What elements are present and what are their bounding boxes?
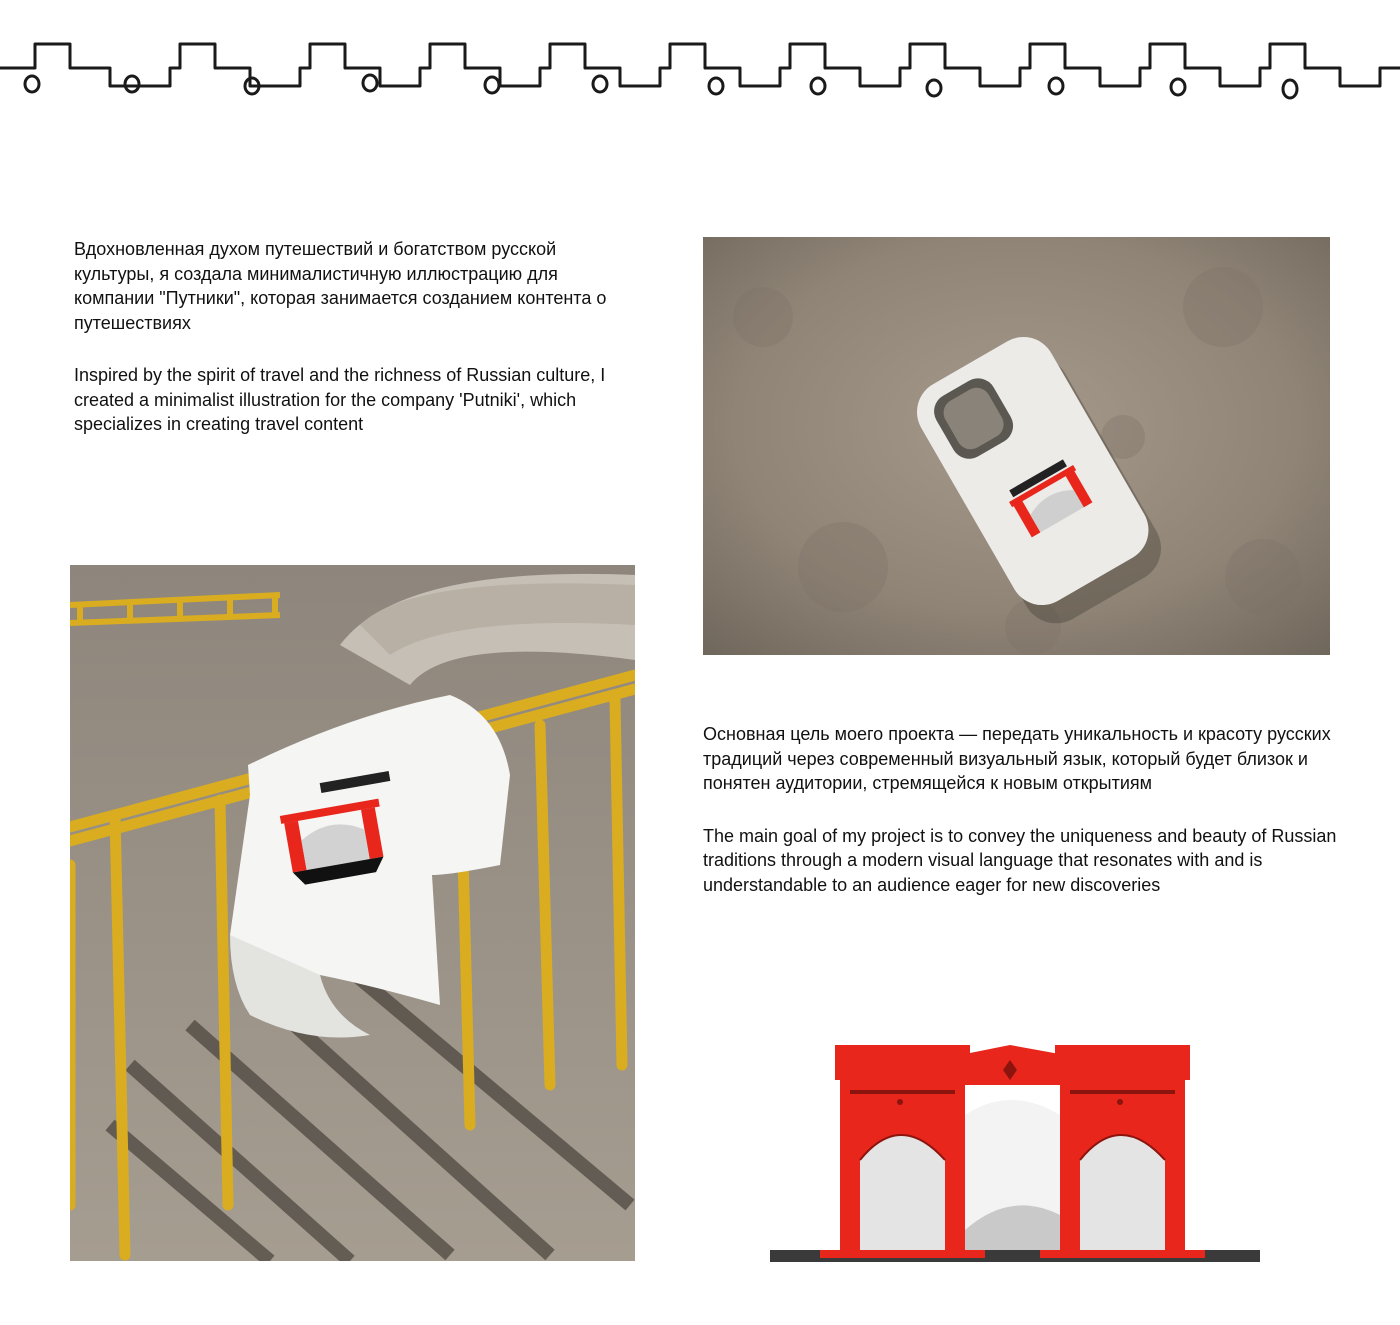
ornament-circle — [1283, 80, 1297, 98]
ornament-circle — [593, 76, 607, 92]
ornament-circle — [709, 78, 723, 94]
top-ornament-border — [0, 30, 1400, 110]
ornament-circle — [25, 76, 39, 92]
goal-text-block — [703, 722, 1343, 925]
ornament-circle — [1049, 78, 1063, 94]
ornament-circle — [125, 76, 139, 92]
ornament-circle — [927, 80, 941, 96]
ornament-circle — [485, 77, 499, 93]
ornament-circle — [811, 78, 825, 94]
right-arch-opening — [1080, 1135, 1165, 1250]
red-gate-illustration — [760, 1040, 1265, 1265]
goal-text-ru: Основная цель моего проекта — передать уникальность и красоту русских традиций через современный визуальный язык, который будет близок и понятен аудитории, стремящейся к новым открытиям — [703, 724, 1331, 793]
goal-text-en: The main goal of my project is to convey the uniqueness and beauty of Russian traditions through a modern visual language that resonates with and is understandable to an audience eager for new discoveries — [703, 825, 1337, 895]
intro-text-en: Inspired by the spirit of travel and the richness of Russian culture, I created a minimalist illustration for the company 'Putniki', which specializes in creating travel content — [74, 365, 606, 434]
intro-text-ru: Вдохновленная духом путешествий и богатством русской культуры, я создала минималистичную иллюстрацию для компании "Путники", которая занимается созданием контента о путешествиях — [74, 239, 607, 333]
ornament-circle — [363, 75, 377, 91]
ornament-circle — [1171, 79, 1185, 95]
phone-case-illustration — [703, 237, 1330, 655]
ornament-zigzag-line — [0, 44, 1400, 86]
intro-text-block — [74, 237, 634, 465]
left-arch-opening — [860, 1135, 945, 1250]
phone-case-photo — [703, 237, 1330, 655]
tshirt-fence-illustration — [70, 565, 635, 1261]
tshirt-fence-photo — [70, 565, 635, 1261]
